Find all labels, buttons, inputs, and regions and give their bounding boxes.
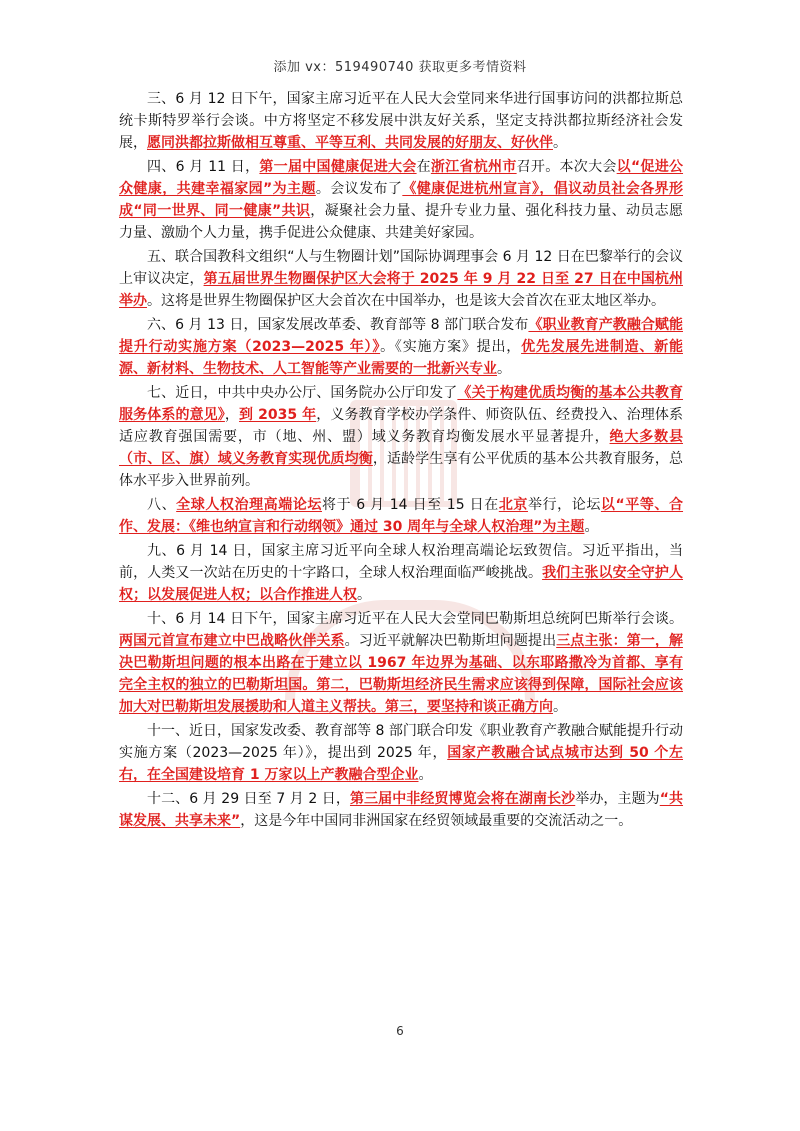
body-text: 。 bbox=[553, 699, 567, 715]
highlighted-text: 全球人权治理高端论坛 bbox=[176, 497, 322, 513]
body-text: 六、6 月 13 日，国家发展改革委、教育部等 8 部门联合发布 bbox=[147, 317, 529, 333]
body-text: ，这是今年中国同非洲国家在经贸领域最重要的交流活动之一。 bbox=[240, 813, 633, 829]
paragraph-2 bbox=[119, 156, 683, 244]
document-body bbox=[119, 88, 683, 834]
body-text: 。会议发布了 bbox=[315, 181, 403, 197]
highlighted-text: 以“平等、合作、发展：《维也纳宣言和行动纲领》通过 30 周年与全球人权治理”为主题 bbox=[119, 497, 684, 535]
highlighted-text: 我们主张以安全守护人权；以发展促进人权；以合作推进人权 bbox=[119, 565, 684, 603]
body-text: 将于 6 月 14 日至 15 日在 bbox=[322, 497, 499, 513]
paragraph-10 bbox=[119, 788, 683, 832]
highlighted-text: 《健康促进杭州宣言》，倡议动员社会各界形成“同一世界、同一健康”共识 bbox=[119, 181, 684, 219]
body-text: ，适龄学生享有公平优质的基本公共教育服务，总体水平步入世界前列。 bbox=[119, 451, 684, 489]
body-text: 。 bbox=[584, 519, 599, 535]
body-text: ，义务教育学校办学条件、师资队伍、经费投入、治理体系适应教育强国需要，市（地、州、盟）域义务教育均衡发展水平显著提升， bbox=[119, 407, 684, 445]
highlighted-text: 北京 bbox=[498, 497, 528, 513]
body-text: ，凝聚社会力量、提升专业力量、强化科技力量、动员志愿力量、激励个人力量，携手促进公众健康、共建美好家园。 bbox=[119, 203, 684, 241]
highlighted-text: 优先发展先进制造、新能源、新材料、生物技术、人工智能等产业需要的一批新兴专业 bbox=[119, 339, 683, 377]
page-header: 添加 vx：519490740 获取更多考情资料 bbox=[273, 60, 527, 75]
body-text: 举办，主题为 bbox=[575, 791, 660, 807]
body-text: 八、 bbox=[147, 497, 177, 513]
body-text: 十一、近日，国家发改委、教育部等 8 部门联合印发《职业教育产教融合赋能提升行动实施方案（2023—2025 年）》，提出到 2025 年， bbox=[119, 723, 683, 761]
body-text: 。 bbox=[497, 361, 511, 377]
highlighted-text: 《关于构建优质均衡的基本公共教育服务体系的意见》 bbox=[119, 385, 684, 423]
body-text: 。习近平就解决巴勒斯坦问题提出 bbox=[344, 633, 557, 649]
body-text: 三、6 月 12 日下午，国家主席习近平在人民大会堂同来华进行国事访问的洪都拉斯总统卡斯特罗举行会谈。中方将坚定不移发展中洪友好关系，坚定支持洪都拉斯经济社会发展， bbox=[119, 91, 683, 151]
body-text: 。 bbox=[418, 767, 433, 783]
body-text: 。《实施方案》提出， bbox=[380, 339, 522, 355]
body-text: 十二、6 月 29 日至 7 月 2 日， bbox=[147, 791, 350, 807]
body-text: 四、6 月 11 日， bbox=[147, 159, 260, 175]
paragraph-6 bbox=[119, 494, 683, 538]
body-text: 。 bbox=[357, 587, 371, 603]
highlighted-text: 浙江省杭州市 bbox=[430, 159, 517, 175]
paragraph-1 bbox=[119, 88, 683, 154]
highlighted-text: 第五届世界生物圈保护区大会将于 2025 年 9 月 22 日至 27 日在中国杭州举办 bbox=[119, 271, 683, 309]
paragraph-8 bbox=[119, 608, 683, 718]
body-text: 举行，论坛 bbox=[527, 497, 601, 513]
highlighted-text: “共谋发展、共享未来” bbox=[119, 791, 684, 829]
highlighted-text: 到 2035 年 bbox=[239, 407, 317, 423]
body-text: 五、联合国教科文组织“人与生物圈计划”国际协调理事会 6 月 12 日在巴黎举行的会议上审议决定， bbox=[119, 249, 683, 287]
paragraph-4 bbox=[119, 314, 683, 380]
body-text: 。 bbox=[553, 135, 567, 151]
highlighted-text: 以“促进公众健康，共建幸福家园”为主题 bbox=[119, 159, 684, 197]
paragraph-9 bbox=[119, 720, 683, 786]
paragraph-5 bbox=[119, 382, 683, 492]
body-text: 十、6 月 14 日下午，国家主席习近平在人民大会堂同巴勒斯坦总统阿巴斯举行会谈。 bbox=[147, 611, 683, 627]
page-number: 6 bbox=[396, 1024, 404, 1038]
highlighted-text: 两国元首宣布建立中巴战略伙伴关系 bbox=[119, 633, 345, 649]
body-text: ， bbox=[224, 407, 240, 423]
highlighted-text: 第三届中非经贸博览会将在湖南长沙 bbox=[349, 791, 576, 807]
highlighted-text: 国家产教融合试点城市达到 50 个左右，在全国建设培育 1 万家以上产教融合型企业 bbox=[119, 745, 683, 783]
body-text: 召开。本次大会 bbox=[516, 159, 617, 175]
highlighted-text: 绝大多数县（市、区、旗）域义务教育实现优质均衡 bbox=[119, 429, 684, 467]
body-text: 七、近日，中共中央办公厅、国务院办公厅印发了 bbox=[147, 385, 458, 401]
paragraph-7 bbox=[119, 540, 683, 606]
highlighted-text: 《职业教育产教融合赋能提升行动实施方案（2023—2025 年）》 bbox=[119, 317, 683, 355]
body-text: 在 bbox=[416, 159, 431, 175]
body-text: 九、6 月 14 日，国家主席习近平向全球人权治理高端论坛致贺信。习近平指出，当前，人类又一次站在历史的十字路口，全球人权治理面临严峻挑战。 bbox=[119, 543, 683, 581]
paragraph-3 bbox=[119, 246, 683, 312]
highlighted-text: 三点主张：第一，解决巴勒斯坦问题的根本出路在于建立以 1967 年边界为基础、以东耶路撒冷为首都、享有完全主权的独立的巴勒斯坦国。第二，巴勒斯坦经济民生需求应该得到保障，国际社会应该加大对巴勒斯坦发展援助和人道主义帮扶。第三，要坚持和谈正确方向 bbox=[119, 633, 684, 715]
highlighted-text: 愿同洪都拉斯做相互尊重、平等互利、共同发展的好朋友、好伙伴 bbox=[147, 135, 553, 151]
highlighted-text: 第一届中国健康促进大会 bbox=[259, 159, 417, 175]
body-text: 。这将是世界生物圈保护区大会首次在中国举办，也是该大会首次在亚太地区举办。 bbox=[147, 293, 665, 309]
